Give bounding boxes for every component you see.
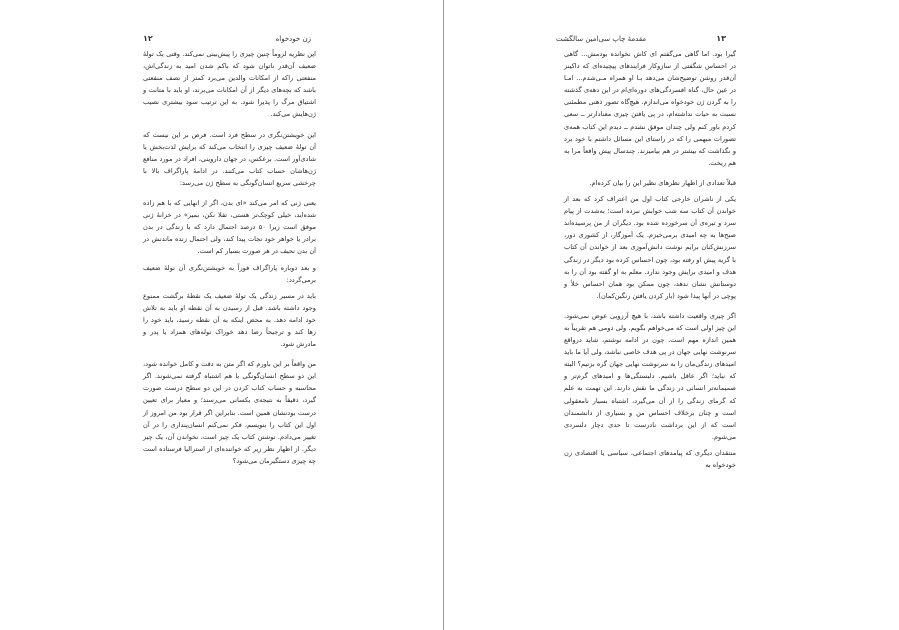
right-page <box>444 0 899 630</box>
right-running-head: مقدمهٔ چاپ سی‌امین سالگشت <box>556 34 647 43</box>
left-text-block <box>143 48 316 471</box>
left-paragraph: من واقعاً بر این باورم که اگر متن به دقت و کامل خوانده شود، این دو سطح انسان‌گونگی با هم اشتباه گرفته نمی‌شوند. اگر محاسبه و حساب کتاب کردن در این دو سطح درست صورت گیرد، دقیقاً به نتیجه‌ی یکسانی می‌رسند؛ و معیار برای تعیین درست بودنشان همین است. بنابراین اگر قرار بود من امروز از اول این کتاب را بنویسم، فکر نمی‌کنم انسان‌پنداری را در آن تغییر می‌دادم. نوشتن کتاب یک چیز است، نخواندن آن، یک چیز دیگر. از اظهار نظر زیر که خواننده‌ای از استرالیا فرستاده است چه چیزی دستگیرمان می‌شود؟ <box>143 360 316 465</box>
left-page-header <box>143 34 311 43</box>
right-page-header <box>556 34 726 43</box>
left-paragraph: این خویشتن‌نگری در سطح فرد است. فرض بر این نیست که آن تولهٔ ضعیف چیزی را انتخاب می‌کند که برایش لذت‌بخش یا شادی‌آور است. برعکس، در جهان داروینی، افراد در مورد منافع ژن‌هاشان حساب کتاب می‌کنند. در ادامهٔ پاراگراف بالا با چرخشی سریع انسان‌گونگی به سطح ژن می‌رسد: <box>143 130 316 187</box>
right-quote: گیرا بود. اما گاهی می‌گفتم ای کاش نخوانده بودمش... گاهی در احساس شگفتی از سازوکار فرایندهای پیچیده‌ای که داکینز آن‌قدر روشن توضیح‌شان می‌دهد بـا او همراه مـی‌شدم... امـا در عین حال، گناه افسردگی‌های دوره‌ای‌ام در این دهه‌ی گذشته را به گردن ژن خودخواه می‌اندازم. هیچ‌گاه تصور ذهنی مطمئنی نسبت به حیات نداشته‌ام، در پی یافتن چیزی معنادارتر ــ سعی کردم باور کنم ولی چندان موفق نشدم ــ دیدم این کتاب همه‌ی تصورات مبهمی را که در راستای این مسائل داشتم با خود برد و نگذاشت که بیشتر در هم بیامیزند. چندسال پیش واقعاً مرا به هم ریخت. <box>564 50 736 167</box>
right-paragraph: قبلاً تعدادی از اظهار نظرهای نظیر این را بیان کرده‌ام. <box>589 178 736 187</box>
left-quote: باید در مسیر زندگی یک تولهٔ ضعیف یک نقطهٔ برگشت ممنوع وجود داشته باشد. قبل از رسیدن به آن نقطه او باید به تلاش خود ادامه دهد. به محض اینکه به آن نقطه رسید، باید خود را رها کند و ترجیحاً رضا دهد خوراک توله‌های همزاد یا پدر و مادرش شود. <box>143 291 316 349</box>
right-quote: یکی از ناشران خارجی کتاب اول من اعتراف کرد که بعد از خواندن آن کتاب سه شب خوابش نبرده است؛ به‌شدت از پیام سرد و تیره‌ی آن سرخورده شده بود. دیگران از من پرسیده‌اند صبح‌ها به چه امیدی برمی‌خیزم. یک آموزگار، از کشوری دور، سرزنش‌کنان برایم نوشت دانش‌آموزی بعد از خواندن آن کتاب با گریه پیش او رفته بود، چون احساس کرده بود دیگر در زندگی هدف و امیدی برایش وجود ندارد. معلم به او گفته بود آن را به دوستانش نشان ندهد، چون ممکن بود همان احساس خلأ و پوچی در آنها پیدا شود (بار کردن یافتن رنگین‌کمان). <box>564 195 736 300</box>
right-paragraph: منتقدان دیگری که پیامدهای اجتماعی، سیاسی یا اقتصادی زن خودخواه به <box>564 448 736 469</box>
right-page-number: ۱۳ <box>716 34 726 43</box>
left-running-head: زن خودخواه <box>275 34 311 43</box>
left-page <box>0 0 443 630</box>
left-paragraph: و بعد دوباره پاراگراف فوراً به خویشتن‌نگری آن تولهٔ ضعیف برمی‌گردد: <box>143 263 316 284</box>
right-text-block <box>564 48 736 475</box>
right-paragraph: اگر چیزی واقعیت داشته باشد، با هیچ آرزویی عوض نمی‌شود. این چیز اولی است که می‌خواهم بگویم. ولی دومی هم تقریباً به همین اندازه مهم است. چون در ادامه نوشتم، شاید درواقع سرنوشت نهایی جهان در پی هدف خاصی نباشد، ولی آیا ما باید امیدهای زندگی‌مان را به سرنوشت نهایی جهان گره بزنیم؟ البته که نباید؛ اگر عاقل باشیم. دلبستگی‌ها و امیدهای گرم‌تر و صمیمانه‌تر انسانی در زندگی ما نقش دارند. این تهمت به علم که گرمای زندگی را از آن می‌گیرد، اشتباه بسیار نامعقولی است و چنان برخلاف احساس من و بسیاری از دانشمندان است که از این برداشت نادرست تا حدی دچار دلسردی می‌شوم. <box>564 311 736 441</box>
left-paragraph: این نظریه لزوماً چنین چیزی را پیش‌بینی نمی‌کند. وقتی یک تولهٔ ضعیف آن‌قدر ناتوان شود که باکم شدن امید به زندگی‌اش، منفعتی راکه از امکانات والدین می‌برد کمتر از نصف منفعتی باشد که بچه‌های دیگر از آن امکانات می‌برند، او باید با متانت و اشتیاق مرگ را پذیرا شود. به این ترتیب سود بیشتری نصیب ژن‌هایش می‌کند. <box>143 50 316 119</box>
left-page-number: ۱۲ <box>143 34 153 43</box>
left-quote: یعنی ژنی که امر می‌کند «ای بدن، اگر از انهایی که با هم زاده شده‌اید، خیلی کوچک‌تر هستی، تقلا نکن، بمیر» در خزانهٔ ژنی موفق است زیرا ۵۰ درصد احتمال دارد که با زندگی در بدن برادر یا خواهر خود نجات پیدا کند، ولی احتمال زنده ماندنش در آن بدن نحیف در هر صورت بسیار کم است. <box>143 199 316 256</box>
